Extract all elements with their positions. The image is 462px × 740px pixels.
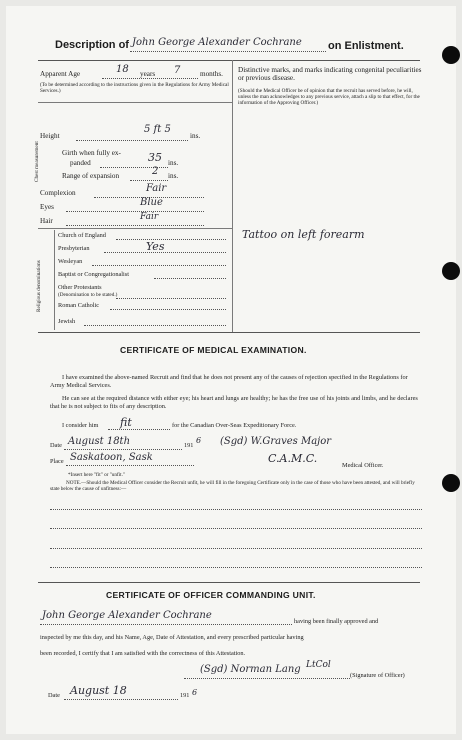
medical-officer-signature: (Sgd) W.Graves Major: [220, 436, 332, 447]
commanding-certificate-title: CERTIFICATE OF OFFICER COMMANDING UNIT.: [106, 590, 316, 600]
description-bottom-rule: [38, 332, 420, 333]
cause-line: [50, 528, 422, 529]
commanding-date-value: August 18: [70, 684, 127, 697]
commanding-year-suffix: 191: [180, 692, 190, 699]
range-label: Range of expansion: [62, 172, 120, 180]
religion-line: [110, 309, 226, 310]
column-divider: [232, 60, 233, 332]
religion-label: Baptist or Congregationalist: [58, 271, 130, 278]
religion-line: [84, 325, 226, 326]
title-dotted-line: [130, 51, 326, 52]
age-note: (To be determined according to the instructions given in the Regulations for Army Medical Services.): [40, 82, 229, 94]
commanding-officer-signature: (Sgd) Norman Lang: [200, 664, 301, 675]
recruit-name-header: John George Alexander Cochrane: [132, 37, 302, 48]
religion-label: Roman Catholic: [58, 302, 100, 309]
medical-officer-label: Medical Officer.: [342, 462, 384, 469]
religion-label: Other Protestants: [58, 284, 102, 291]
religion-value: Yes: [146, 240, 165, 253]
religion-label: Church of England: [58, 232, 106, 239]
medical-date-label: Date: [50, 442, 62, 449]
consider-dotted-line: [108, 429, 170, 430]
binder-hole-middle: [442, 262, 460, 280]
girth-units: ins.: [168, 159, 179, 167]
unfitness-note: NOTE.—Should the Medical Officer consider the Recruit unfit, he will fill in the foregoing Certificate only in the case of those who have been attested, and will briefly state below the cause of unfitness:—: [50, 480, 415, 492]
medical-place-label: Place: [50, 458, 64, 465]
medical-para-2: He can see at the required distance with either eye; his heart and lungs are healthy; he has the free use of his joints and limbs, and he declares that he is not subject to fits of any description.: [50, 395, 418, 410]
cause-line: [50, 548, 422, 549]
commanding-year-value: 6: [192, 688, 198, 697]
cause-line: [50, 509, 422, 510]
religion-line: [104, 252, 226, 253]
physical-rule: [38, 228, 232, 229]
height-label: Height: [40, 132, 60, 140]
medical-officer-corps: C.A.M.C.: [268, 452, 318, 465]
religion-label: Wesleyan: [58, 258, 83, 265]
medical-para-1: I have examined the above-named Recruit and find that he does not present any of the causes of rejection specified in the Regulations for Army Medical Services.: [50, 374, 408, 389]
medical-bottom-rule: [38, 582, 420, 583]
commanding-date-dotted-line: [64, 699, 178, 700]
religion-label: Presbyterian: [58, 245, 90, 252]
age-label: Apparent Age: [40, 70, 81, 78]
consider-suffix: for the Canadian Over-Seas Expeditionary Force.: [172, 422, 297, 429]
months-label: months.: [200, 70, 223, 78]
eyes-dotted-line: [66, 211, 204, 212]
marks-value: Tattoo on left forearm: [242, 228, 365, 241]
commanding-line2: inspected by me this day, and his Name, Age, Date of Attestation, and every prescribed particular having: [40, 634, 304, 641]
commanding-line3: been recorded, I certify that I am satisfied with the correctness of this Attestation.: [40, 650, 246, 657]
medical-date-dotted-line: [64, 449, 182, 450]
age-years: 18: [116, 64, 129, 75]
age-dotted-line: [102, 78, 198, 79]
eyes-label: Eyes: [40, 203, 54, 211]
eyes-value: Blue: [140, 197, 163, 208]
religion-line: [116, 239, 226, 240]
height-dotted-line: [76, 140, 188, 141]
medical-certificate-title: CERTIFICATE OF MEDICAL EXAMINATION.: [120, 345, 307, 355]
cause-line: [50, 567, 422, 568]
commanding-line1-suffix: having been finally approved and: [294, 618, 379, 625]
religion-label: (Denomination to be stated.): [58, 292, 118, 298]
range-value: 2: [152, 166, 159, 177]
religion-bracket: [54, 230, 55, 330]
commanding-recruit-name: John George Alexander Cochrane: [42, 610, 212, 621]
girth-label-line2: panded: [70, 159, 91, 167]
age-rule: [38, 102, 232, 103]
religion-label: Jewish: [58, 318, 76, 325]
medical-place-value: Saskatoon, Sask: [70, 452, 153, 463]
hair-value: Fair: [140, 212, 159, 222]
religious-vertical-label: Religious denominations: [36, 260, 42, 312]
height-units: ins.: [190, 132, 201, 140]
range-dotted-line: [130, 180, 168, 181]
signature-of-officer-label: (Signature of Officer): [350, 672, 405, 679]
hair-dotted-line: [66, 225, 204, 226]
commanding-name-dotted-line: [40, 624, 292, 625]
medical-date-value: August 18th: [68, 436, 131, 447]
marks-note: (Should the Medical Officer be of opinion that the recruit has served before, he will, unless the man acknowledges to any previous service, attach a slip to that effect, for the information of the Approving Officer.): [238, 88, 420, 106]
medical-year-value: 6: [196, 436, 202, 445]
title-right: on Enlistment.: [328, 40, 404, 52]
medical-place-dotted-line: [66, 465, 194, 466]
binder-hole-top: [442, 46, 460, 64]
age-months: 7: [174, 65, 181, 76]
range-units: ins.: [168, 172, 179, 180]
hair-label: Hair: [40, 217, 53, 225]
top-rule: [38, 60, 420, 61]
chest-vertical-label: Chest measurement: [34, 141, 40, 182]
commanding-officer-initials: LtCol: [306, 660, 331, 670]
complexion-value: Fair: [146, 183, 167, 194]
insert-note: *Insert here "fit" or "unfit.": [68, 472, 126, 478]
religion-line: [154, 278, 226, 279]
commanding-date-label: Date: [48, 692, 60, 699]
religion-line: [92, 265, 226, 266]
medical-year-prefix: 191: [184, 442, 194, 449]
religion-line: [116, 298, 226, 299]
consider-value: fit: [120, 416, 132, 429]
height-value: 5 ft 5: [144, 124, 171, 135]
marks-label: Distinctive marks, and marks indicating congenital peculiarities or previous disease.: [238, 66, 422, 82]
binder-hole-bottom: [442, 474, 460, 492]
girth-value: 35: [148, 151, 162, 164]
consider-prefix: I consider him: [62, 422, 99, 429]
signature-dotted-line: [184, 678, 350, 679]
girth-label-line1: Girth when fully ex-: [62, 149, 121, 157]
years-label: years: [140, 70, 156, 78]
complexion-label: Complexion: [40, 189, 76, 197]
title-left: Description of: [55, 39, 129, 51]
attestation-page: [6, 6, 456, 734]
